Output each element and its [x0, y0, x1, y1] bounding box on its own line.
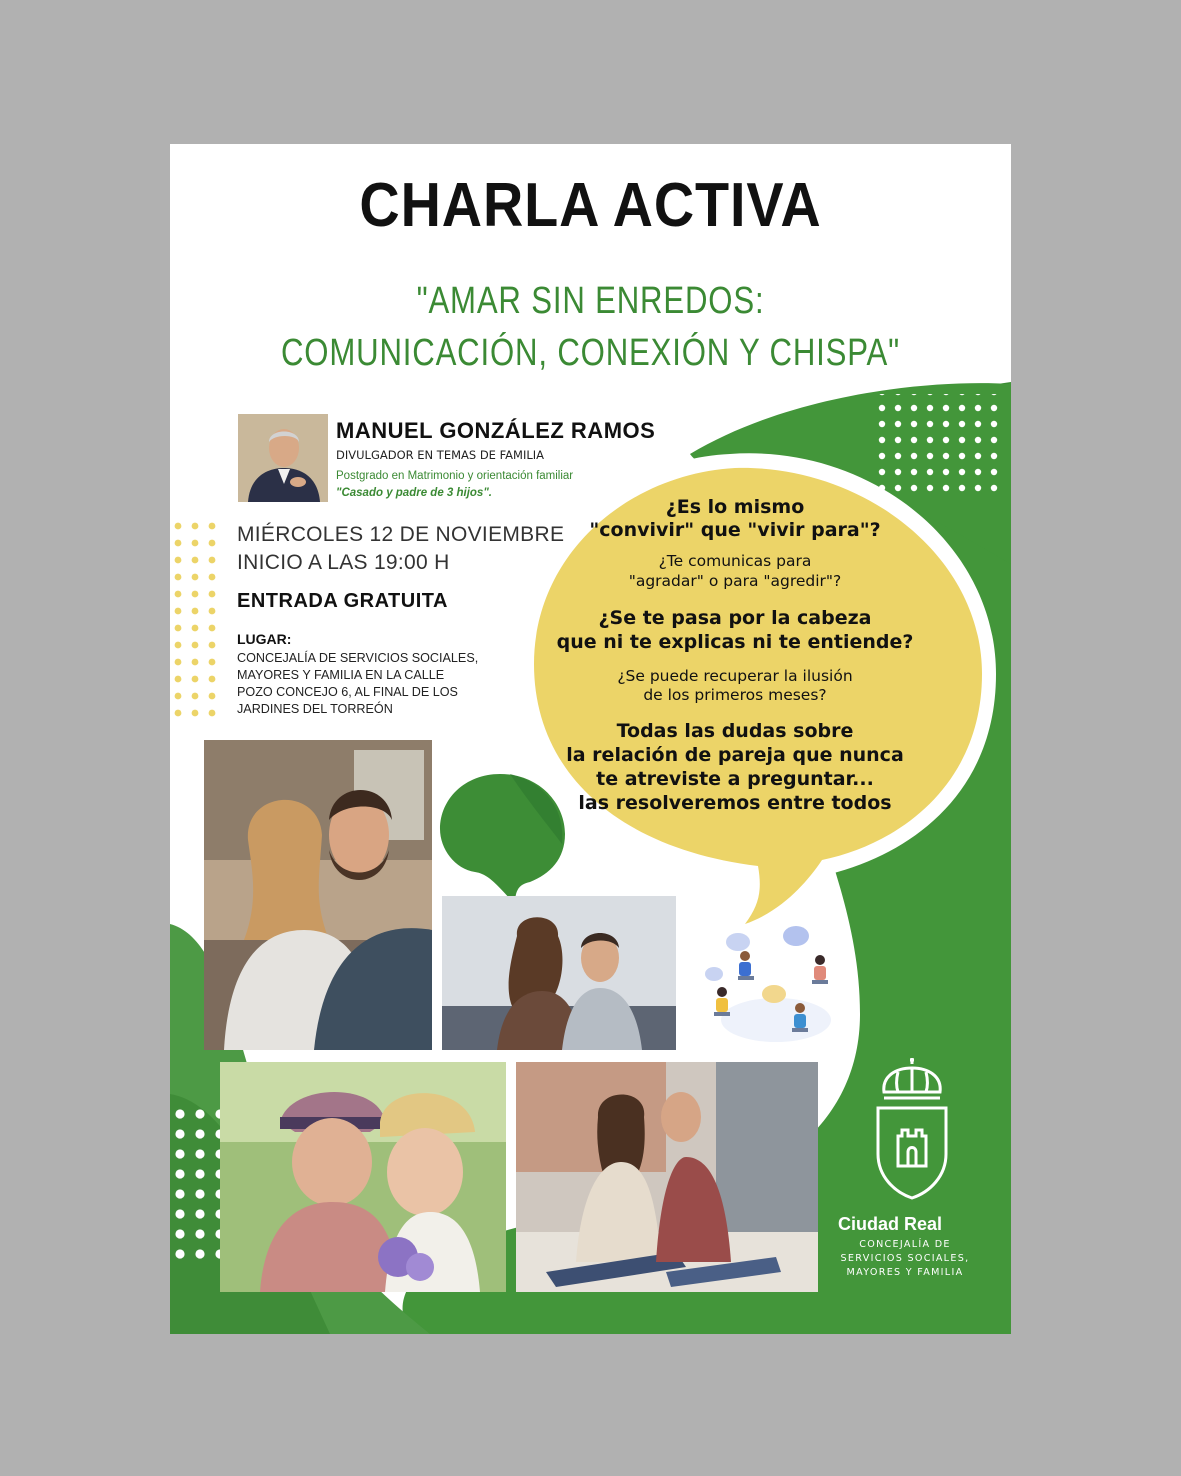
closing-line-4: las resolveremos entre todos — [578, 792, 892, 814]
brand-name: Ciudad Real — [837, 1214, 943, 1234]
place-label: LUGAR: — [237, 631, 292, 647]
question-3-line-1: ¿Se te pasa por la cabeza — [598, 607, 872, 629]
place-line: MAYORES Y FAMILIA EN LA CALLE — [237, 668, 445, 682]
place-line: JARDINES DEL TORREÓN — [237, 702, 393, 716]
subtitle-line-1: "AMAR SIN ENREDOS: — [416, 280, 765, 322]
closing-line-2: la relación de pareja que nunca — [566, 744, 904, 766]
city-crest-icon — [872, 1054, 952, 1204]
subtitle-line-2: COMUNICACIÓN, CONEXIÓN Y CHISPA" — [280, 332, 901, 374]
question-1-line-2: "convivir" que "vivir para"? — [589, 519, 881, 541]
question-3-line-2: que ni te explicas ni te entiende? — [556, 631, 914, 653]
brand-subtitle-line: SERVICIOS SOCIALES, — [840, 1253, 970, 1264]
group-talk-illustration — [704, 922, 844, 1052]
brand-subtitle-line: MAYORES Y FAMILIA — [846, 1267, 964, 1278]
couple-photo-1 — [204, 740, 432, 1050]
question-4-line-1: ¿Se puede recuperar la ilusión — [617, 667, 853, 685]
question-2-line-1: ¿Te comunicas para — [658, 552, 812, 570]
argument-photo — [442, 896, 676, 1050]
closing-line-1: Todas las dudas sobre — [616, 720, 854, 742]
speaker-photo — [238, 414, 328, 502]
poster — [170, 144, 1011, 1334]
question-2-line-2: "agradar" o para "agredir"? — [628, 572, 842, 590]
event-time: INICIO A LAS 19:00 H — [237, 551, 450, 574]
place-address — [237, 650, 507, 718]
brand-subtitle — [830, 1238, 980, 1280]
poster-title: CHARLA ACTIVA — [359, 171, 822, 240]
place-line: CONCEJALÍA DE SERVICIOS SOCIALES, — [237, 651, 479, 665]
entry-info: ENTRADA GRATUITA — [237, 590, 448, 612]
elderly-couple-photo — [220, 1062, 506, 1292]
closing-line-3: te atreviste a preguntar... — [596, 768, 874, 790]
question-4-line-2: de los primeros meses? — [643, 686, 827, 704]
speaker-note: "Casado y padre de 3 hijos". — [336, 487, 492, 499]
speaker-name: MANUEL GONZÁLEZ RAMOS — [336, 418, 656, 443]
question-1-line-1: ¿Es lo mismo — [665, 496, 805, 518]
couple-photo-2 — [516, 1062, 818, 1292]
place-line: POZO CONCEJO 6, AL FINAL DE LOS — [237, 685, 458, 699]
brand-subtitle-line: CONCEJALÍA DE — [859, 1239, 951, 1250]
yellow-dots-pattern — [170, 520, 222, 724]
speaker-degree: Postgrado en Matrimonio y orientación familiar — [336, 470, 574, 482]
event-date: MIÉRCOLES 12 DE NOVIEMBRE — [237, 523, 565, 546]
white-dots-pattern — [870, 394, 1000, 494]
speaker-role: DIVULGADOR EN TEMAS DE FAMILIA — [336, 448, 545, 462]
